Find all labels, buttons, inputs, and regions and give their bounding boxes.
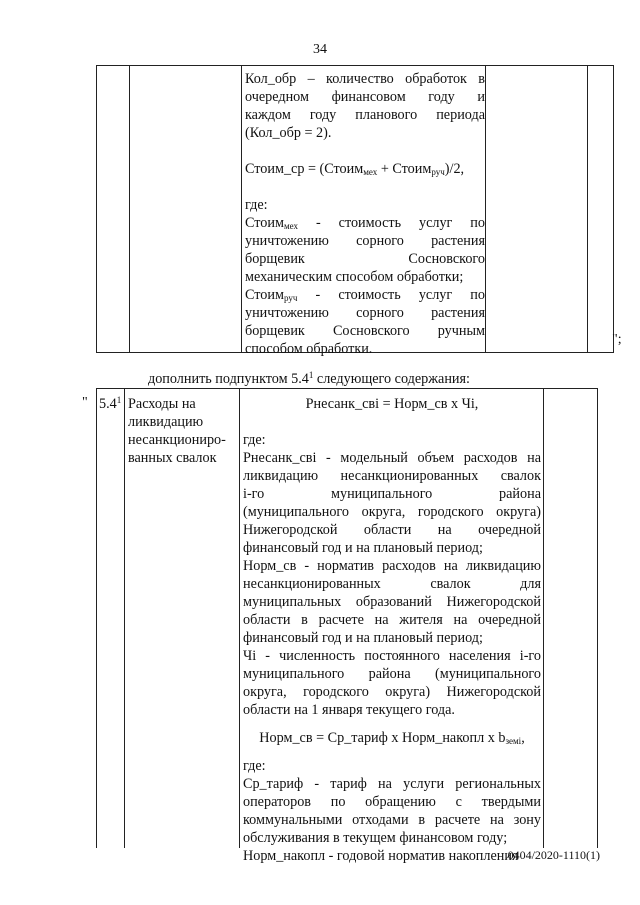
formula-rnesank: Рнесанк_свi = Норм_св х Чi, [305,396,479,412]
where-label: где: [243,758,266,774]
text-line: очередном финансовом году и [245,89,485,105]
text-line: способом обработки. [245,341,373,357]
text-line: уничтожению сорного растения [245,233,485,249]
subitem-number: $5.4^1$ [99,395,122,412]
subitem-name: Расходы на ликвидацию несанкциониро- ванных свалок [128,396,226,466]
definition-mech: Стоим$_{мех}$ - стоимость услуг по [245,215,485,231]
text-line: борщевик Сосновского ручным [245,323,485,339]
text-line: уничтожению сорного растения [245,305,485,321]
intro-line: дополнить подпунктом $5.4^1$ следующего содержания: [148,370,470,387]
text-line: Кол_обр – количество обработок в [245,71,485,87]
text-line: каждом году планового периода [245,107,485,123]
opening-quote-mark: " [82,395,88,410]
where-label: где: [243,432,266,448]
closing-quote-mark: "; [612,332,622,347]
table-continuation [96,65,614,357]
subitem-description: Рнесанк_свi = Норм_св х Чi, где: Рнесанк_свi - модельный объем расходов на ликвидацию несанкционированных свалок i-го муниципального района (муниципального округа, городского округа) Нижегородской области на очередной финансовый год и на плановый период; Норм_св - норматив расходов на ликвидацию несанкционированных свалок для муниципальных образований Нижегородской области в расчете на жителя на очередной финансовый год и на плановый период; Чi - численность постоянного населения i-го муниципального района (муниципального округа, городского округа) Нижегородской области на 1 января текущего года. Норм_св = Ср_тариф х Норм_накопл х $b_{земi}$, где: Ср_тариф - тариф на услуги региональных операторов по обращению с твердыми коммунальными отходами в расчете на зону обслуживания в текущем финансовом году; Норм_накопл - годовой норматив накопления [243,396,541,864]
text-line: (Кол_обр = 2). [245,125,332,141]
text-line: борщевик Сосновского [245,251,485,267]
text-line: механическим способом обработки; [245,269,464,285]
formula-norm-sv: Норм_св = Ср_тариф х Норм_накопл х $b_{земi}$, [259,730,525,746]
formula-stoim-sr: Стоим_ср = (Стоим$_{мех}$ + Стоим$_{руч}$)/2, [245,161,465,177]
definitions-cell [245,70,485,358]
document-code: 0404/2020-1110(1) [507,848,600,862]
where-label: где: [245,197,268,213]
definition-manual: Стоим$_{руч}$ - стоимость услуг по [245,287,485,303]
page-number: 34 [313,42,327,57]
